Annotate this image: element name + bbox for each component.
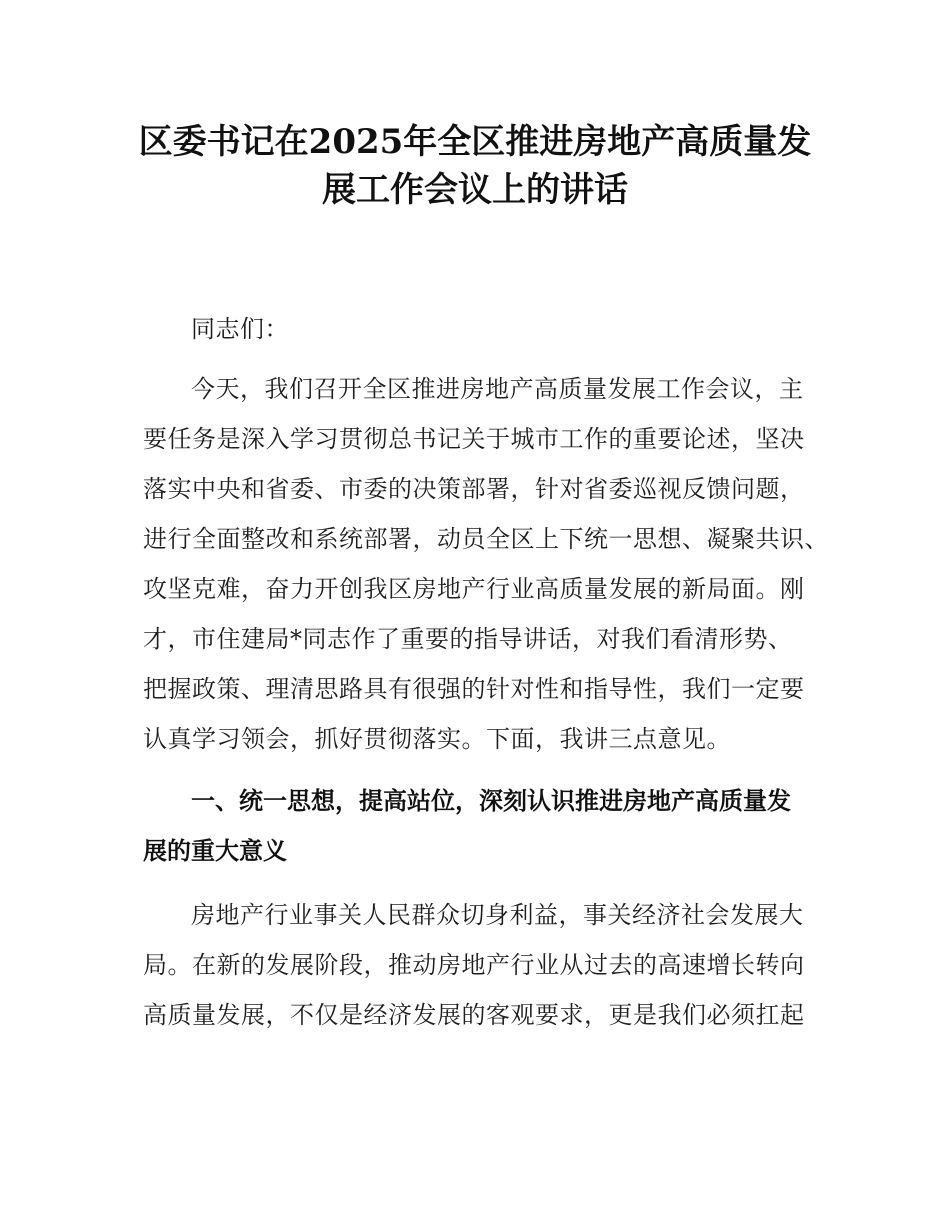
paragraph-2-line-3: 高质量发展，不仅是经济发展的客观要求，更是我们必须扛起 (143, 1001, 805, 1029)
document-title-line-2: 展工作会议上的讲话 (322, 170, 628, 210)
section-heading-1-line-2: 展的重大意义 (143, 837, 287, 865)
salutation: 同志们： (191, 315, 289, 343)
paragraph-1-line-2: 要任务是深入学习贯彻总书记关于城市工作的重要论述，坚决 (143, 425, 805, 453)
paragraph-1-line-8: 认真学习领会，抓好贯彻落实。下面，我讲三点意见。 (143, 725, 731, 753)
section-heading-1-line-1: 一、统一思想，提高站位，深刻认识推进房地产高质量发 (191, 787, 791, 815)
paragraph-1-line-1: 今天，我们召开全区推进房地产高质量发展工作会议，主 (191, 375, 804, 403)
paragraph-2-line-2: 局。在新的发展阶段，推动房地产行业从过去的高速增长转向 (143, 951, 805, 979)
paragraph-1-line-5: 攻坚克难，奋力开创我区房地产行业高质量发展的新局面。刚 (143, 575, 805, 603)
paragraph-2-line-1: 房地产行业事关人民群众切身利益，事关经济社会发展大 (191, 901, 804, 929)
paragraph-1-line-7: 把握政策、理清思路具有很强的针对性和指导性，我们一定要 (143, 675, 805, 703)
paragraph-1-line-3: 落实中央和省委、市委的决策部署，针对省委巡视反馈问题， (143, 475, 805, 503)
document-title-line-1: 区委书记在2025年全区推进房地产高质量发 (138, 122, 812, 162)
paragraph-1-line-6: 才，市住建局*同志作了重要的指导讲话，对我们看清形势、 (143, 625, 793, 653)
paragraph-1-line-4: 进行全面整改和系统部署，动员全区上下统一思想、凝聚共识、 (143, 525, 829, 553)
